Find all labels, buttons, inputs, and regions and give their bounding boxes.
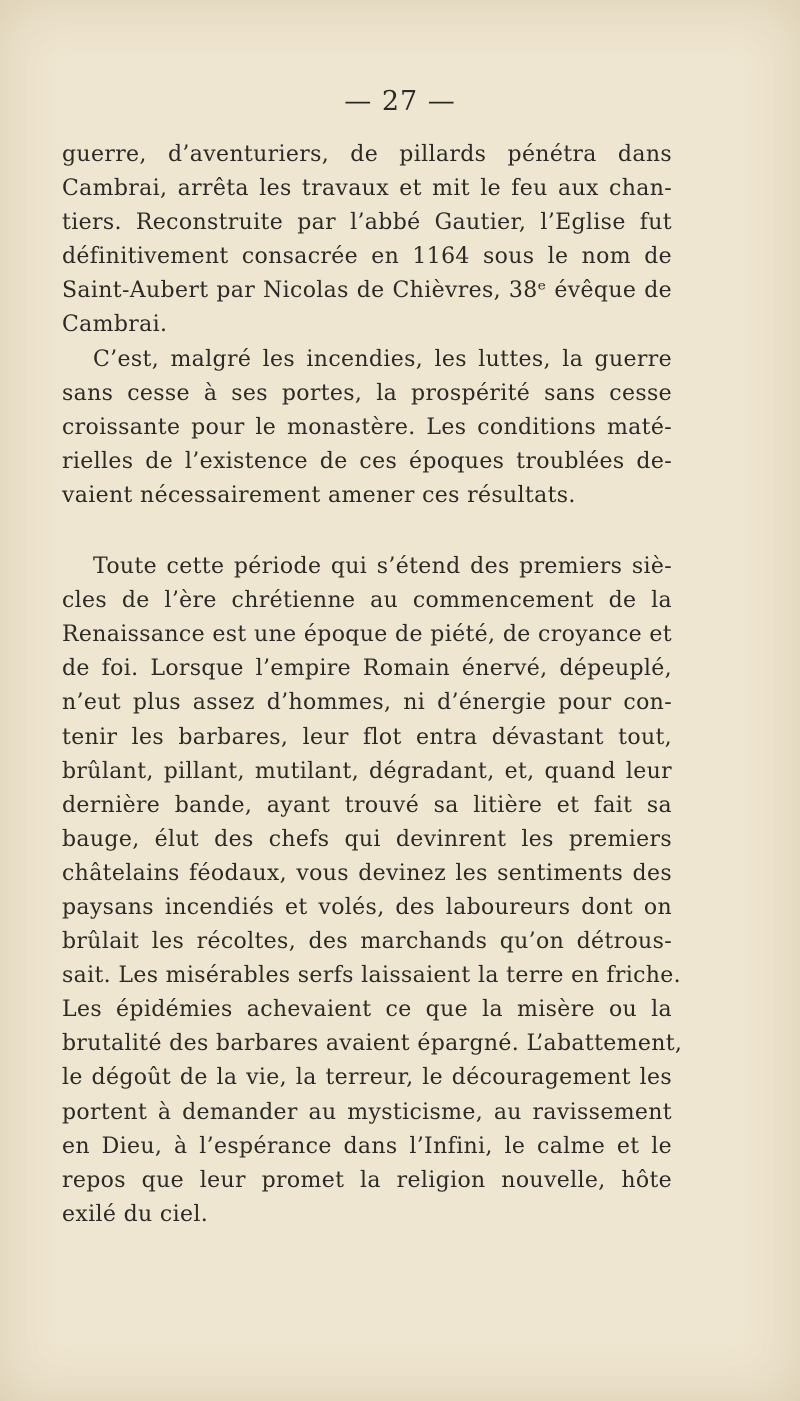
- text-line: tenir les barbares, leur flot entra dévastant tout,: [62, 724, 672, 750]
- text-line: en Dieu, à l’espérance dans l’Infini, le calme et le: [62, 1133, 672, 1159]
- text-line: le dégoût de la vie, la terreur, le découragement les: [62, 1065, 672, 1091]
- text-line: Cambrai, arrêta les travaux et mit le feu aux chan-: [62, 176, 672, 202]
- text-line: de foi. Lorsque l’empire Romain énervé, dépeuplé,: [62, 656, 672, 682]
- text-line: sait. Les misérables serfs laissaient la terre en friche.: [62, 963, 682, 989]
- paragraph-2: [62, 343, 672, 513]
- text-line: définitivement consacrée en 1164 sous le nom de: [62, 244, 672, 270]
- text-line: croissante pour le monastère. Les conditions maté-: [62, 414, 672, 440]
- text-line: Toute cette période qui s’étend des premiers siè-: [93, 554, 672, 580]
- text-line: Cambrai.: [62, 312, 168, 338]
- text-line: guerre, d’aventuriers, de pillards pénétra dans: [62, 142, 672, 167]
- text-line: brutalité des barbares avaient épargné. L’abattement,: [62, 1031, 683, 1057]
- text-line: tiers. Reconstruite par l’abbé Gautier, l’Eglise fut: [62, 210, 672, 236]
- text-line: paysans incendiés et volés, des laboureurs dont on: [62, 894, 672, 920]
- text-line: vaient nécessairement amener ces résultats.: [62, 482, 576, 508]
- text-line: sans cesse à ses portes, la prospérité sans cesse: [62, 380, 672, 406]
- paragraph-3: [62, 550, 683, 1232]
- paragraph-1: [62, 138, 672, 343]
- page-number: — 27 —: [344, 86, 456, 117]
- text-line: Les épidémies achevaient ce que la misère ou la: [62, 997, 672, 1023]
- text-line: brûlant, pillant, mutilant, dégradant, et, quand leur: [62, 758, 672, 784]
- text-line: bauge, élut des chefs qui devinrent les premiers: [62, 826, 672, 852]
- text-line: Saint-Aubert par Nicolas de Chièvres, 38ᵉ évêque de: [62, 278, 672, 304]
- text-line: rielles de l’existence de ces époques troublées de-: [62, 448, 672, 474]
- text-line: C’est, malgré les incendies, les luttes, la guerre: [93, 346, 672, 372]
- text-line: brûlait les récoltes, des marchands qu’on détrous-: [62, 929, 672, 955]
- text-line: dernière bande, ayant trouvé sa litière et fait sa: [62, 792, 672, 818]
- paragraph-spacer: [62, 513, 672, 550]
- text-line: Renaissance est une époque de piété, de croyance et: [62, 622, 672, 648]
- text-line: cles de l’ère chrétienne au commencement de la: [62, 588, 672, 614]
- text-line: portent à demander au mysticisme, au ravissement: [62, 1099, 672, 1125]
- text-line: châtelains féodaux, vous devinez les sentiments des: [62, 860, 672, 886]
- text-line: repos que leur promet la religion nouvelle, hôte: [62, 1167, 672, 1193]
- text-line: n’eut plus assez d’hommes, ni d’énergie pour con-: [62, 690, 672, 716]
- body-text: [62, 138, 683, 1232]
- text-line: exilé du ciel.: [62, 1201, 209, 1227]
